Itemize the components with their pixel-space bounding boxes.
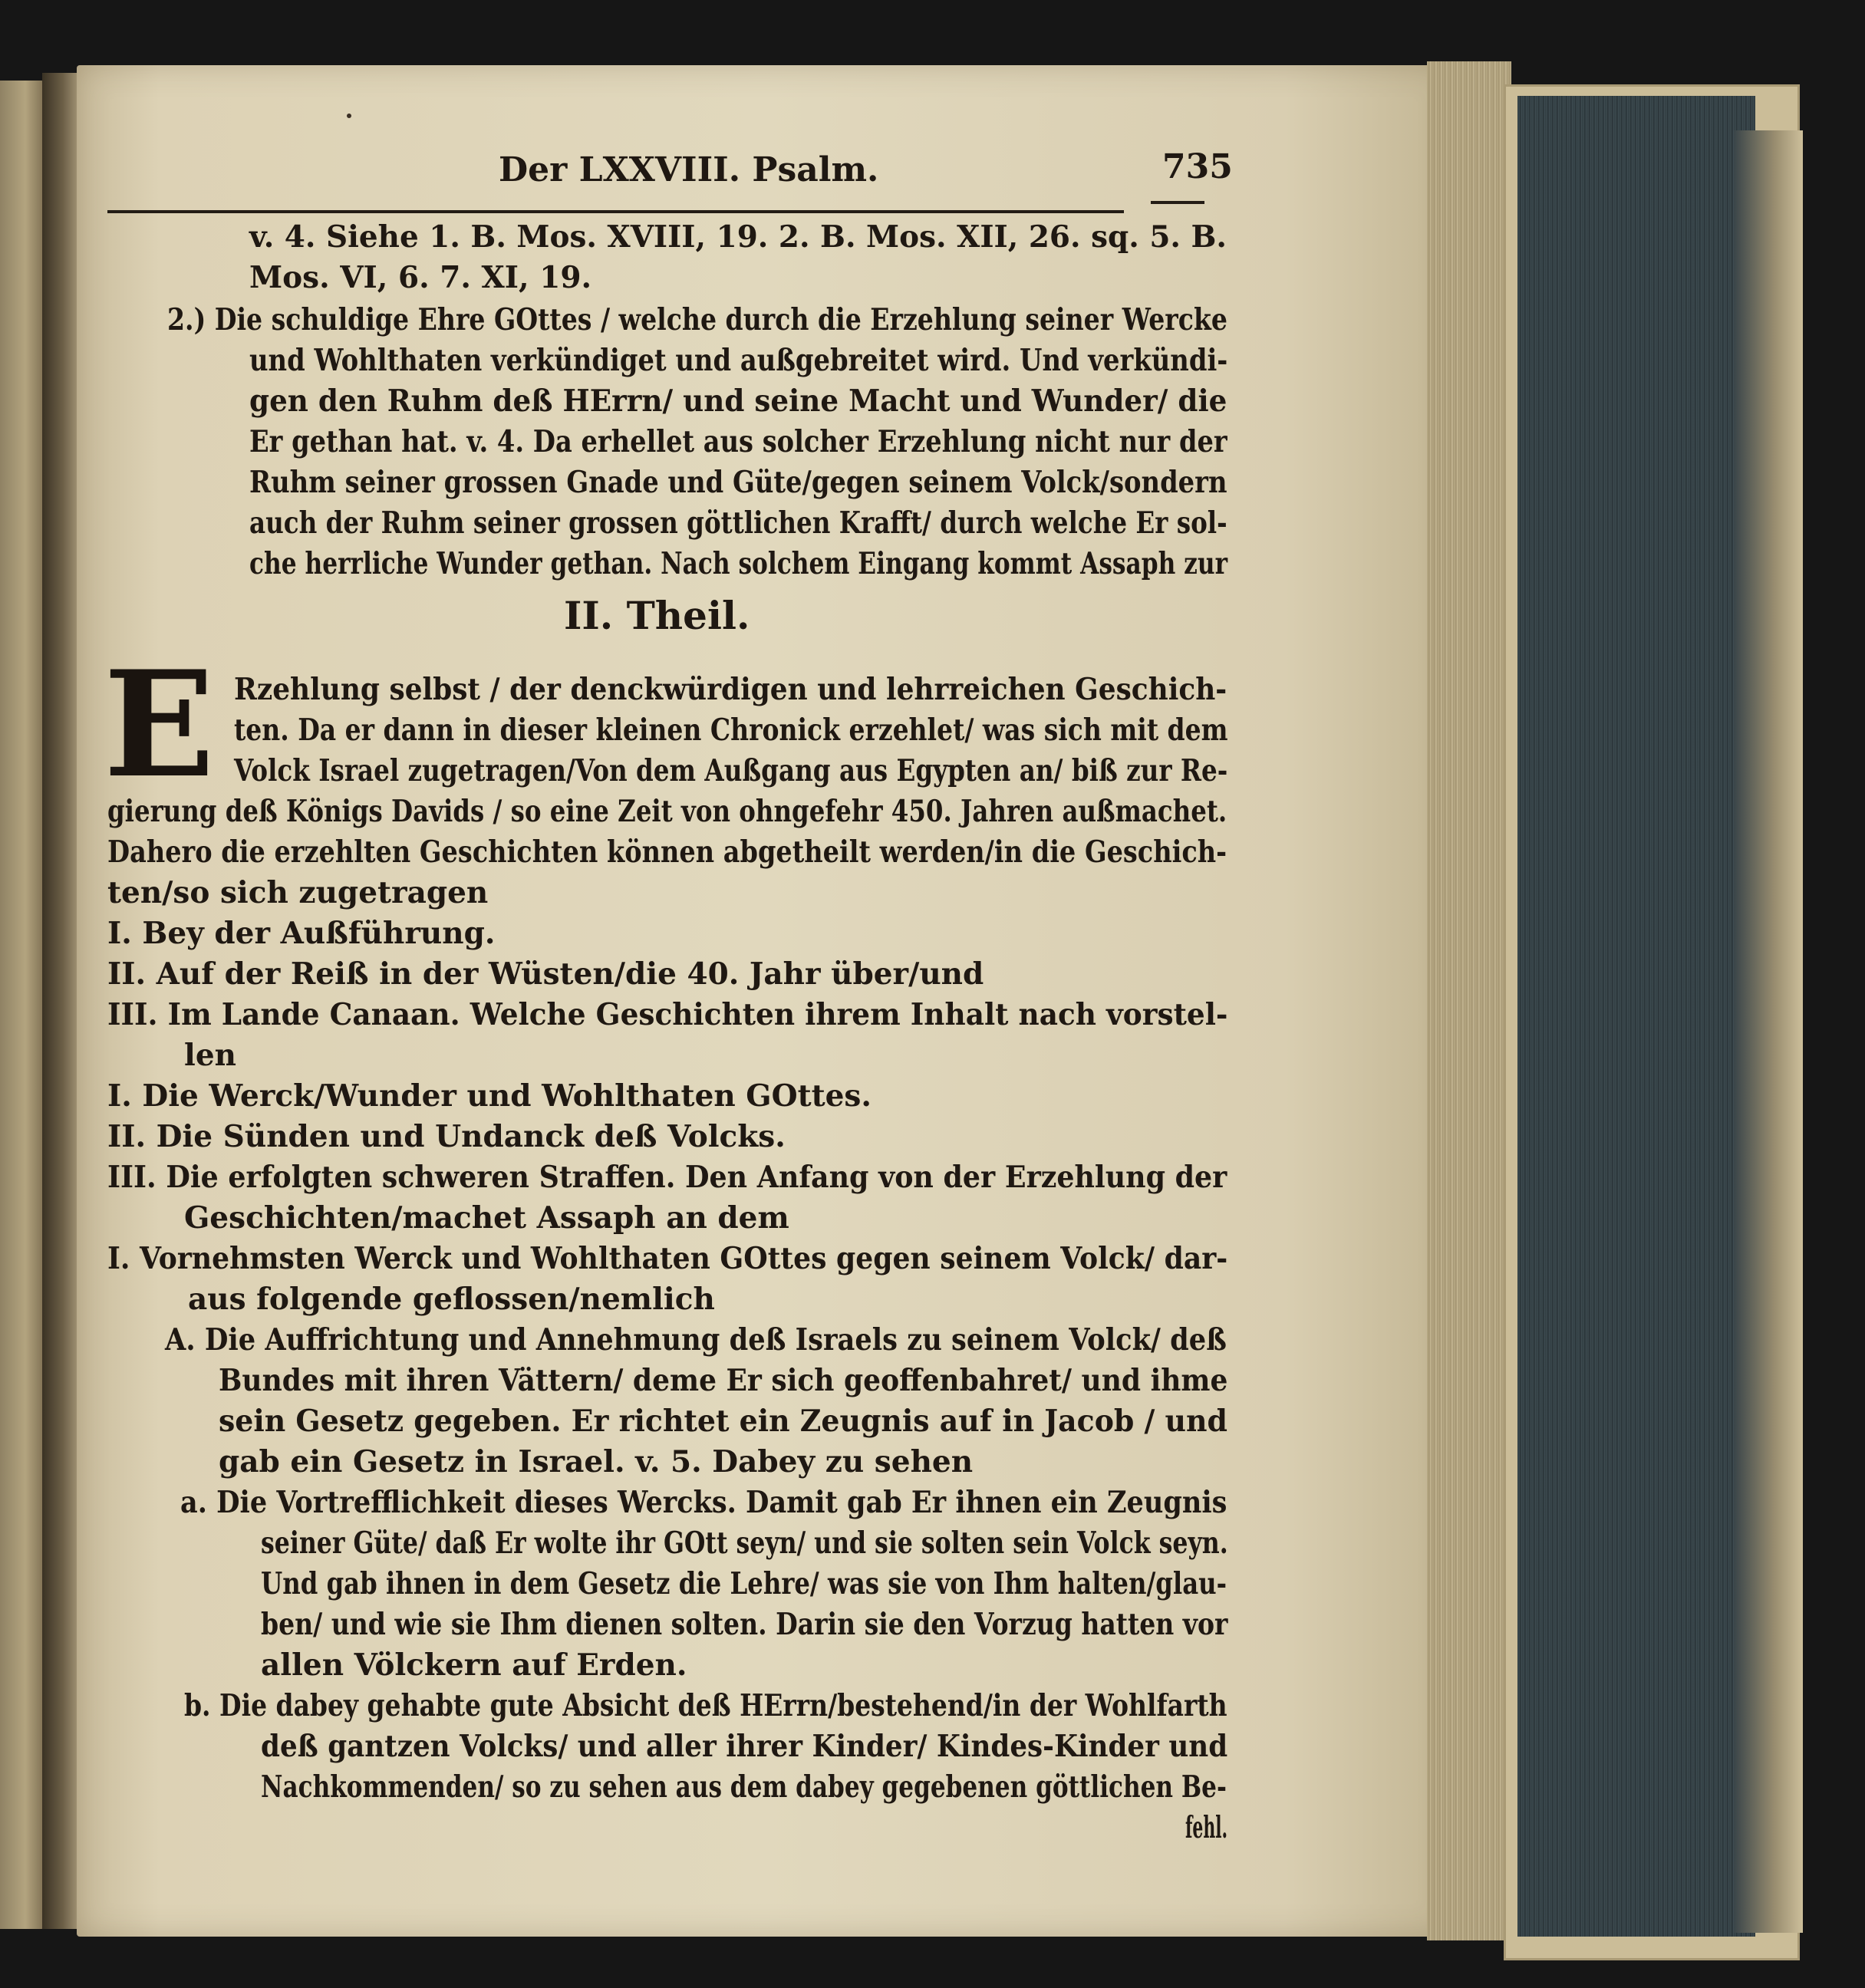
text-line: gierung deß Königs Davids / so eine Zeit von ohngefehr 450. Jahren außmachet. [107,794,1227,829]
list-item: I. Bey der Außführung. [107,916,496,951]
text-line: Er gethan hat. v. 4. Da erhellet aus solcher Erzehlung nicht nur der [249,424,1227,459]
text-line: fehl. [1185,1810,1228,1845]
initial-letter: E [104,639,215,810]
text-line: Rzehlung selbst / der denckwürdigen und lehrreichen Geschich- [234,672,1227,707]
text-line: und Wohlthaten verkündiget und außgebreitet wird. Und verkündi- [249,343,1228,378]
list-item: I. Vornehmsten Werck und Wohlthaten GOttes gegen seinem Volck/ dar- [107,1241,1228,1276]
text-line: 2.) Die schuldige Ehre GOttes / welche durch die Erzehlung seiner Wercke [167,302,1227,337]
page-number: 735 [1162,147,1233,186]
list-item: III. Im Lande Canaan. Welche Geschichten ihrem Inhalt nach vorstel- [107,997,1228,1032]
text-line: allen Völckern auf Erden. [261,1647,687,1683]
facing-page-edge [0,81,46,1929]
section-heading: II. Theil. [564,593,750,638]
ink-speck [347,114,351,118]
text-line: deß gantzen Volcks/ und aller ihrer Kinder/ Kindes-Kinder und [261,1729,1228,1764]
list-item: b. Die dabey gehabte gute Absicht deß HErrn/bestehend/in der Wohlfarth [184,1688,1227,1723]
text-line: ten/so sich zugetragen [107,875,489,910]
list-item: II. Die Sünden und Undanck deß Volcks. [107,1119,786,1154]
text-line: gen den Ruhm deß HErrn/ und seine Macht und Wunder/ die [249,383,1227,419]
text-line: Volck Israel zugetragen/Von dem Außgang aus Egypten an/ biß zur Re- [234,753,1228,788]
list-item: I. Die Werck/Wunder und Wohlthaten GOttes. [107,1078,872,1114]
text-line: v. 4. Siehe 1. B. Mos. XVIII, 19. 2. B. Mos. XII, 26. sq. 5. B. [249,219,1227,255]
text-line: Geschichten/machet Assaph an dem [184,1200,789,1236]
text-line: Nachkommenden/ so zu sehen aus dem dabey gegebenen göttlichen Be- [261,1769,1227,1805]
page-stack-edge [1427,61,1511,1940]
text-line: ten. Da er dann in dieser kleinen Chronick erzehlet/ was sich mit dem [234,713,1228,748]
text-line: sein Gesetz gegeben. Er richtet ein Zeugnis auf in Jacob / und [219,1404,1228,1439]
text-line: ben/ und wie sie Ihm dienen solten. Darin sie den Vorzug hatten vor [261,1607,1228,1642]
text-line: Bundes mit ihren Vättern/ deme Er sich geoffenbahret/ und ihme [219,1363,1228,1398]
text-line: Und gab ihnen in dem Gesetz die Lehre/ was sie von Ihm halten/glau- [261,1566,1227,1601]
text-line: auch der Ruhm seiner grossen göttlichen Krafft/ durch welche Er sol- [249,505,1227,541]
list-item: II. Auf der Reiß in der Wüsten/die 40. Jahr über/und [107,956,984,992]
running-head: Der LXXVIII. Psalm. [499,150,879,189]
text-line: gab ein Gesetz in Israel. v. 5. Dabey zu sehen [219,1444,974,1479]
text-line: Ruhm seiner grossen Gnade und Güte/gegen seinem Volck/sondern [249,465,1227,500]
text-line: seiner Güte/ daß Er wolte ihr GOtt seyn/ und sie solten sein Volck seyn. [261,1526,1228,1561]
book-fore-edge [1517,96,1755,1937]
text-line: che herrliche Wunder gethan. Nach solchem Eingang kommt Assaph zur [249,546,1228,581]
list-item: a. Die Vortrefflichkeit dieses Wercks. Damit gab Er ihnen ein Zeugnis [180,1485,1227,1520]
list-item: III. Die erfolgten schweren Straffen. Den Anfang von der Erzehlung der [107,1160,1227,1195]
head-rule [107,210,1124,213]
list-item: A. Die Auffrichtung und Annehmung deß Israels zu seinem Volck/ deß [165,1322,1227,1358]
text-line: len [184,1038,236,1073]
text-line: Mos. VI, 6. 7. XI, 19. [249,260,592,295]
text-line: Dahero die erzehlten Geschichten können abgetheilt werden/in die Geschich- [107,834,1227,870]
book-edge-shadow [1734,130,1803,1933]
head-rule-right [1151,201,1204,204]
text-line: aus folgende geflossen/nemlich [188,1282,715,1317]
